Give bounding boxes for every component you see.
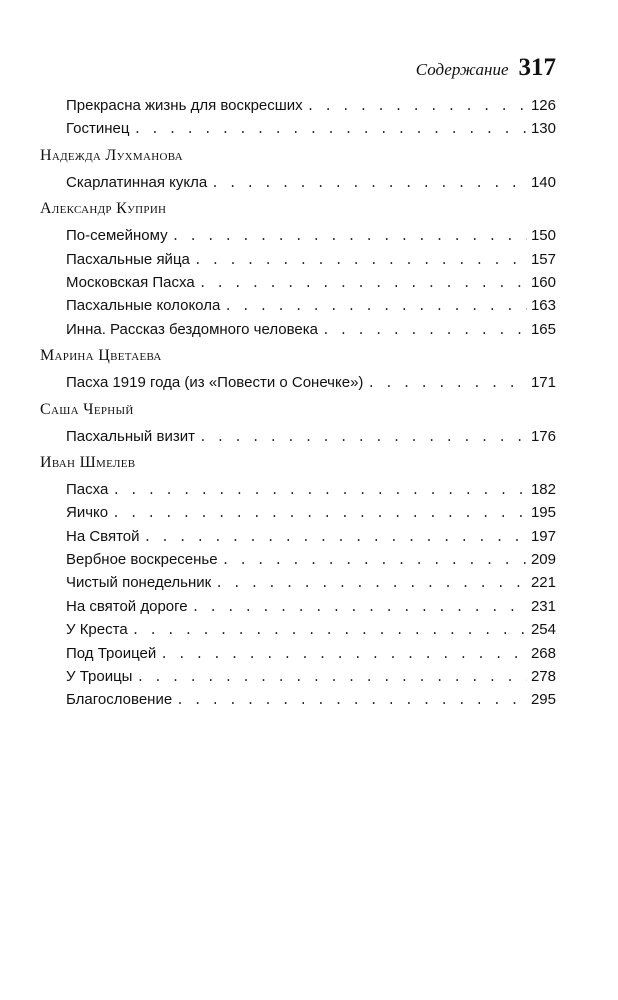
dot-leader xyxy=(112,502,527,525)
page-number: 317 xyxy=(518,54,556,81)
dot-leader xyxy=(132,619,527,642)
dot-leader xyxy=(367,372,527,395)
dot-leader xyxy=(224,295,527,318)
entry-page-number: 160 xyxy=(530,273,556,291)
author-heading: Марина Цветаева xyxy=(40,347,162,365)
entry-title: Пасхальные яйца xyxy=(66,250,190,268)
author-heading: Иван Шмелев xyxy=(40,453,136,471)
running-head-title: Содержание xyxy=(415,60,509,79)
toc-entry xyxy=(40,318,556,341)
dot-leader xyxy=(172,225,527,248)
toc-entry xyxy=(40,117,556,140)
toc-entry xyxy=(40,425,556,448)
entry-title: Прекрасна жизнь для воскресших xyxy=(66,97,303,114)
toc-entry xyxy=(40,501,556,524)
entry-page-number: 157 xyxy=(530,250,556,268)
entry-page-number: 140 xyxy=(530,173,556,191)
toc-entry xyxy=(40,94,556,117)
dot-leader xyxy=(144,526,527,549)
entry-title: У Троицы xyxy=(66,668,133,686)
entry-page-number: 130 xyxy=(530,120,556,138)
dot-leader xyxy=(192,596,527,619)
toc-entry xyxy=(40,642,556,665)
toc-entry-list xyxy=(40,425,556,448)
entry-page-number: 165 xyxy=(530,320,556,338)
toc-author-group xyxy=(40,94,556,141)
dot-leader xyxy=(322,319,527,342)
entry-title: На святой дороге xyxy=(66,597,188,615)
entry-page-number: 268 xyxy=(530,644,556,662)
author-heading: Саша Черный xyxy=(40,400,134,418)
entry-title: Скарлатинная кукла xyxy=(66,173,208,191)
author-heading: Надежда Лухманова xyxy=(40,146,183,164)
toc-entry xyxy=(40,171,556,194)
entry-title: У Креста xyxy=(66,621,128,639)
toc-entry xyxy=(40,665,556,688)
entry-page-number: 197 xyxy=(530,527,556,545)
entry-page-number: 171 xyxy=(530,374,556,392)
entry-title: Благословение xyxy=(66,691,173,709)
dot-leader xyxy=(199,272,527,295)
toc-author-group xyxy=(40,345,556,394)
dot-leader xyxy=(222,549,527,572)
entry-title: Пасха xyxy=(66,480,109,498)
entry-title: Яичко xyxy=(66,504,109,522)
toc-entry xyxy=(40,371,556,394)
entry-title: По-семейному xyxy=(66,227,168,245)
entry-title: Инна. Рассказ бездомного человека xyxy=(66,320,318,338)
toc-entry-list xyxy=(40,478,556,712)
entry-page-number: 231 xyxy=(530,597,556,615)
entry-title: Под Троицей xyxy=(66,644,157,662)
entry-title: Пасха 1919 года (из «Повести о Сонечке») xyxy=(66,374,364,392)
dot-leader xyxy=(112,479,527,502)
toc-author-group xyxy=(40,198,556,341)
entry-page-number: 254 xyxy=(530,621,556,639)
toc-entry xyxy=(40,525,556,548)
toc-entry xyxy=(40,595,556,618)
dot-leader xyxy=(194,249,527,272)
toc-entry-list xyxy=(40,224,556,341)
dot-leader xyxy=(136,666,527,689)
toc-entry xyxy=(40,478,556,501)
toc-author-group xyxy=(40,145,556,194)
entry-page-number: 163 xyxy=(530,297,556,315)
dot-leader xyxy=(133,118,527,141)
author-heading: Александр Куприн xyxy=(40,200,167,218)
entry-title: Московская Пасха xyxy=(66,273,195,291)
toc-author-group xyxy=(40,452,556,712)
entry-page-number: 295 xyxy=(530,691,556,709)
entry-title: Вербное воскресенье xyxy=(66,551,218,569)
toc-entry xyxy=(40,571,556,594)
entry-title: На Святой xyxy=(66,527,140,545)
running-head xyxy=(416,54,556,82)
toc-entry-list xyxy=(40,94,556,141)
toc-entry xyxy=(40,688,556,711)
dot-leader xyxy=(199,426,527,449)
entry-title: Чистый понедельник xyxy=(66,574,212,592)
toc-entry xyxy=(40,294,556,317)
entry-page-number: 126 xyxy=(530,97,556,114)
entry-page-number: 209 xyxy=(530,551,556,569)
dot-leader xyxy=(160,643,527,666)
toc-entry xyxy=(40,271,556,294)
entry-page-number: 182 xyxy=(530,480,556,498)
entry-page-number: 278 xyxy=(530,668,556,686)
dot-leader xyxy=(215,572,527,595)
entry-title: Пасхальные колокола xyxy=(66,297,221,315)
toc-entry xyxy=(40,224,556,247)
entry-page-number: 150 xyxy=(530,227,556,245)
entry-title: Гостинец xyxy=(66,120,130,138)
table-of-contents xyxy=(40,94,556,716)
dot-leader xyxy=(211,172,527,195)
toc-entry xyxy=(40,548,556,571)
entry-page-number: 221 xyxy=(530,574,556,592)
toc-entry-list xyxy=(40,171,556,194)
entry-page-number: 176 xyxy=(530,427,556,445)
toc-entry xyxy=(40,248,556,271)
toc-author-group xyxy=(40,399,556,448)
dot-leader xyxy=(307,95,527,118)
entry-title: Пасхальный визит xyxy=(66,427,195,445)
dot-leader xyxy=(176,689,527,712)
toc-entry xyxy=(40,618,556,641)
entry-page-number: 195 xyxy=(530,504,556,522)
toc-entry-list xyxy=(40,371,556,394)
